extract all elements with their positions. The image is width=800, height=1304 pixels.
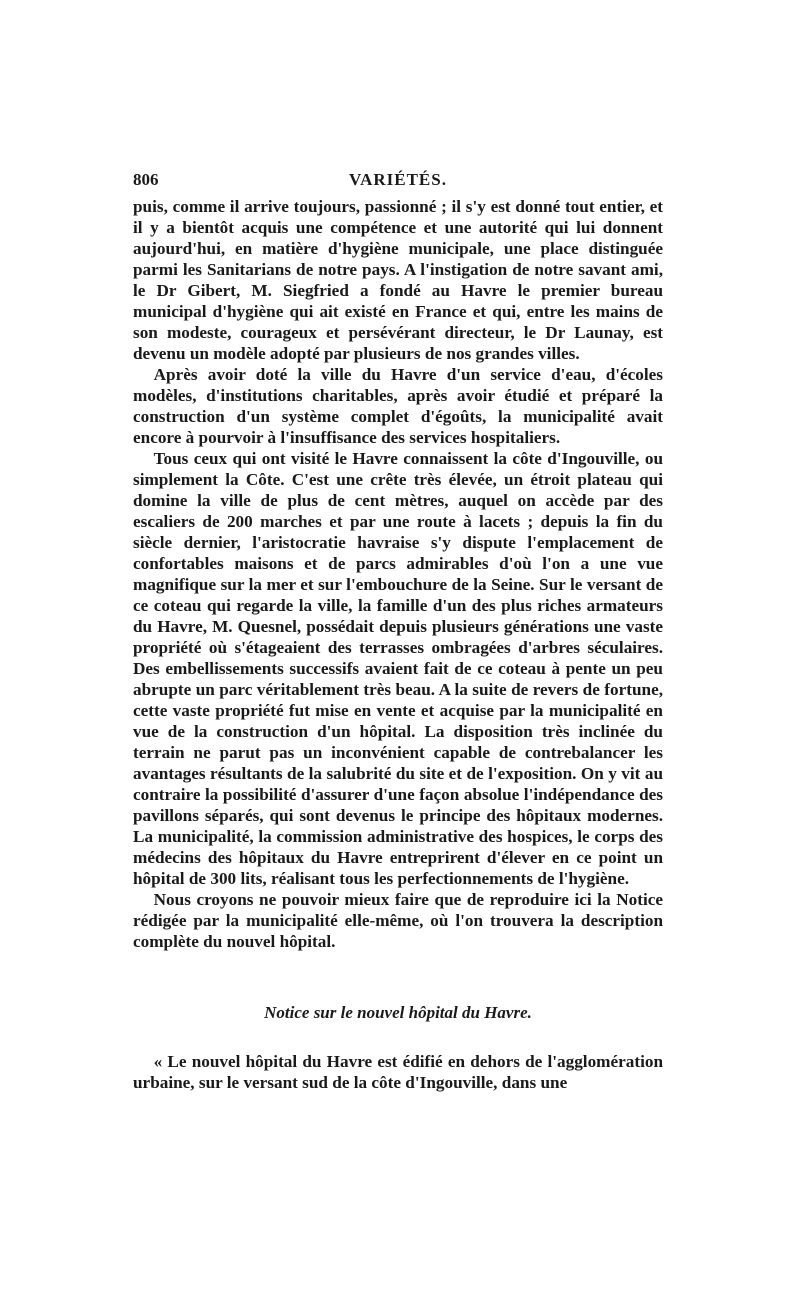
- page-number: 806: [133, 170, 159, 189]
- running-title: VARIÉTÉS.: [349, 170, 447, 189]
- paragraph-4: Nous croyons ne pouvoir mieux faire que de reproduire ici la Notice rédigée par la municipalité elle-même, où l'on trouvera la description complète du nouvel hôpital.: [133, 890, 663, 951]
- paragraph-1: puis, comme il arrive toujours, passionné ; il s'y est donné tout entier, et il y a bientôt acquis une compétence et une autorité qui lui donnent aujourd'hui, en matière d'hygiène municipale, une place distinguée parmi les Sanitarians de notre pays. A l'instigation de notre savant ami, le Dr Gibert, M. Siegfried a fondé au Havre le premier bureau municipal d'hygiène qui ait existé en France et qui, entre les mains de son modeste, courageux et persévérant directeur, le Dr Launay, est devenu un modèle adopté par plusieurs de nos grandes villes.: [133, 197, 663, 363]
- section-heading: Notice sur le nouvel hôpital du Havre.: [264, 1003, 532, 1022]
- body-text: [133, 196, 663, 1093]
- book-page: [133, 170, 663, 1093]
- quote-paragraph: « Le nouvel hôpital du Havre est édifié en dehors de l'agglomération urbaine, sur le versant sud de la côte d'Ingouville, dans une: [133, 1052, 663, 1092]
- running-head: [133, 170, 663, 196]
- paragraph-3: Tous ceux qui ont visité le Havre connaissent la côte d'Ingouville, ou simplement la Côte. C'est une crête très élevée, un étroit plateau qui domine la ville de plus de cent mètres, auquel on accède par des escaliers de 200 marches et par une route à lacets ; depuis la fin du siècle dernier, l'aristocratie havraise s'y dispute l'emplacement de confortables maisons et de parcs admirables d'où l'on a une vue magnifique sur la mer et sur l'embouchure de la Seine. Sur le versant de ce coteau qui regarde la ville, la famille d'un des plus riches armateurs du Havre, M. Quesnel, possédait depuis plusieurs générations une vaste propriété où s'étageaient des terrasses ombragées d'arbres séculaires. Des embellissements successifs avaient fait de ce coteau à pente un peu abrupte un parc véritablement très beau. A la suite de revers de fortune, cette vaste propriété fut mise en vente et acquise par la municipalité en vue de la construction d'un hôpital. La disposition très inclinée du terrain ne parut pas un inconvénient capable de contrebalancer les avantages résultants de la salubrité du site et de l'exposition. On y vit au contraire la possibilité d'assurer d'une façon absolue l'indépendance des pavillons séparés, qui sont devenus le principe des hôpitaux modernes. La municipalité, la commission administrative des hospices, le corps des médecins des hôpitaux du Havre entreprirent d'élever en ce point un hôpital de 300 lits, réalisant tous les perfectionnements de l'hygiène.: [133, 449, 663, 888]
- paragraph-2: Après avoir doté la ville du Havre d'un service d'eau, d'écoles modèles, d'institutions charitables, après avoir étudié et préparé la construction d'un système complet d'égoûts, la municipalité avait encore à pourvoir à l'insuffisance des services hospitaliers.: [133, 365, 663, 447]
